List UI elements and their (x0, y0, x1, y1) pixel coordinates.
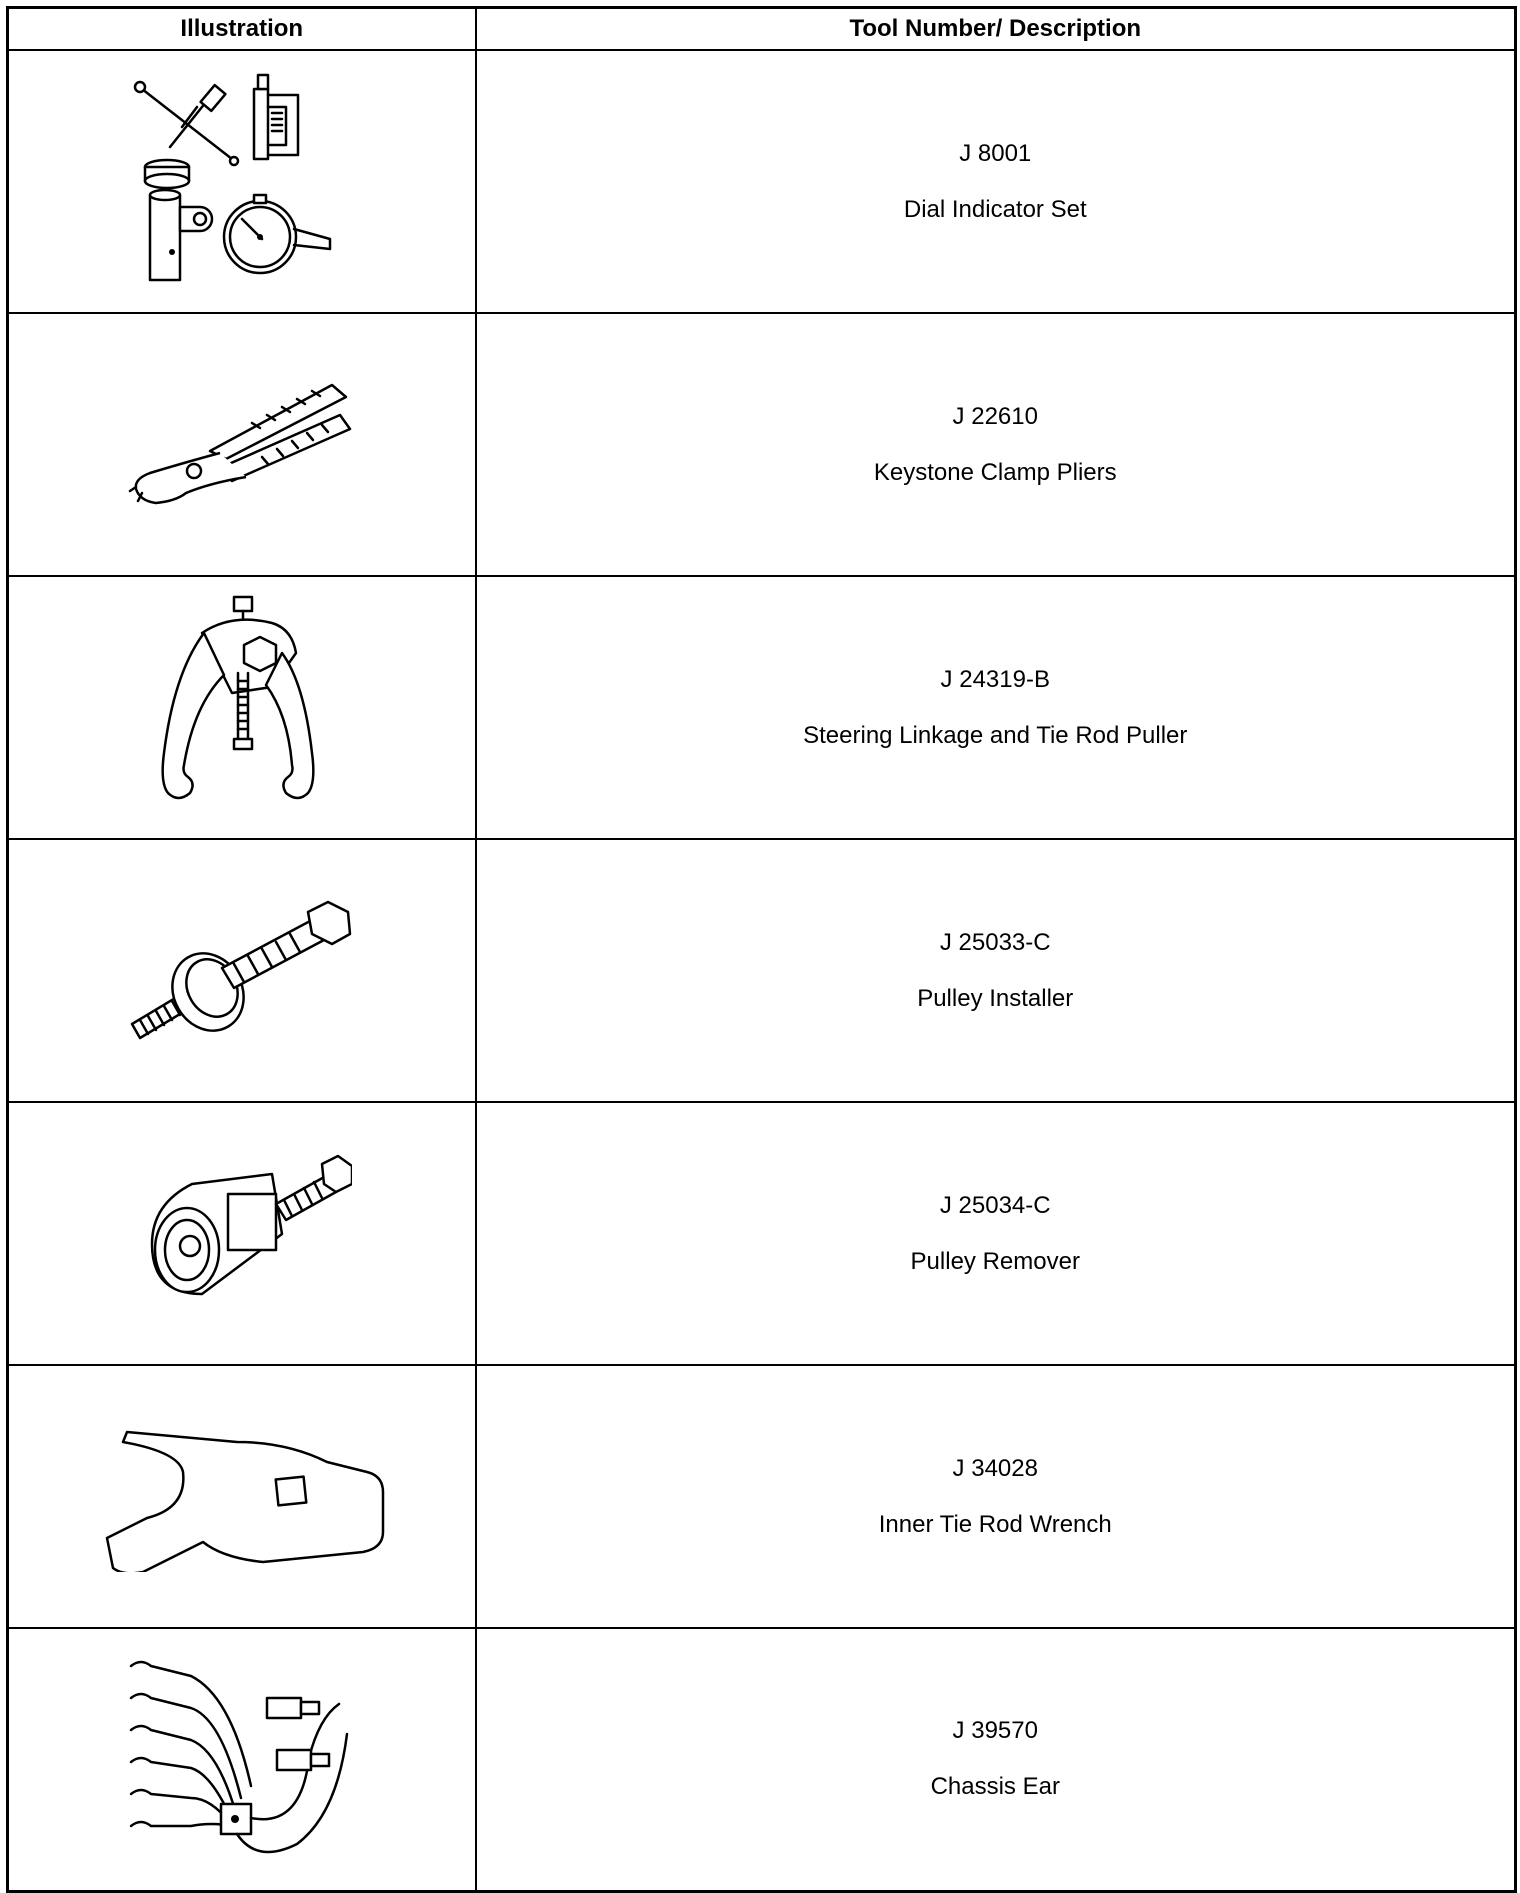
tool-name: Pulley Remover (910, 1247, 1080, 1275)
special-tools-table (6, 6, 1517, 1893)
inner-tie-rod-wrench-icon (97, 1422, 387, 1572)
table-row (8, 839, 1516, 1102)
illustration-cell (8, 1102, 476, 1365)
tie-rod-puller-icon (142, 593, 342, 823)
tool-number: J 22610 (952, 402, 1038, 430)
illustration-cell (8, 576, 476, 839)
description-cell (476, 839, 1516, 1102)
tool-number: J 25033-C (939, 928, 1051, 956)
description-cell (476, 50, 1516, 313)
tool-number: J 8001 (959, 139, 1032, 167)
tool-number: J 24319-B (940, 665, 1050, 693)
table-row (8, 1102, 1516, 1365)
header-row (8, 8, 1516, 51)
chassis-ear-icon (117, 1654, 367, 1864)
tool-name: Dial Indicator Set (903, 195, 1087, 223)
illustration-cell (8, 839, 476, 1102)
description-cell (476, 313, 1516, 576)
pulley-remover-icon (132, 1154, 352, 1314)
tool-name: Pulley Installer (917, 984, 1074, 1012)
tool-number: J 25034-C (939, 1191, 1051, 1219)
tool-number: J 34028 (952, 1454, 1038, 1482)
dial-indicator-set-icon (122, 67, 362, 297)
table-row (8, 576, 1516, 839)
tool-name: Keystone Clamp Pliers (873, 458, 1117, 486)
description-cell (476, 1102, 1516, 1365)
illustration-cell (8, 1365, 476, 1628)
tool-number: J 39570 (952, 1717, 1038, 1745)
table-row (8, 1628, 1516, 1891)
table-row (8, 313, 1516, 576)
table-row (8, 1365, 1516, 1628)
header-description: Tool Number/ Description (476, 8, 1516, 51)
tool-name: Steering Linkage and Tie Rod Puller (803, 721, 1188, 749)
description-cell (476, 576, 1516, 839)
description-cell (476, 1365, 1516, 1628)
tool-name: Inner Tie Rod Wrench (878, 1510, 1112, 1538)
header-illustration: Illustration (8, 8, 476, 51)
description-cell (476, 1628, 1516, 1891)
pulley-installer-icon (122, 896, 362, 1046)
keystone-clamp-pliers-icon (122, 375, 362, 515)
illustration-cell (8, 50, 476, 313)
table-row (8, 50, 1516, 313)
illustration-cell (8, 1628, 476, 1891)
tool-name: Chassis Ear (930, 1773, 1060, 1801)
illustration-cell (8, 313, 476, 576)
